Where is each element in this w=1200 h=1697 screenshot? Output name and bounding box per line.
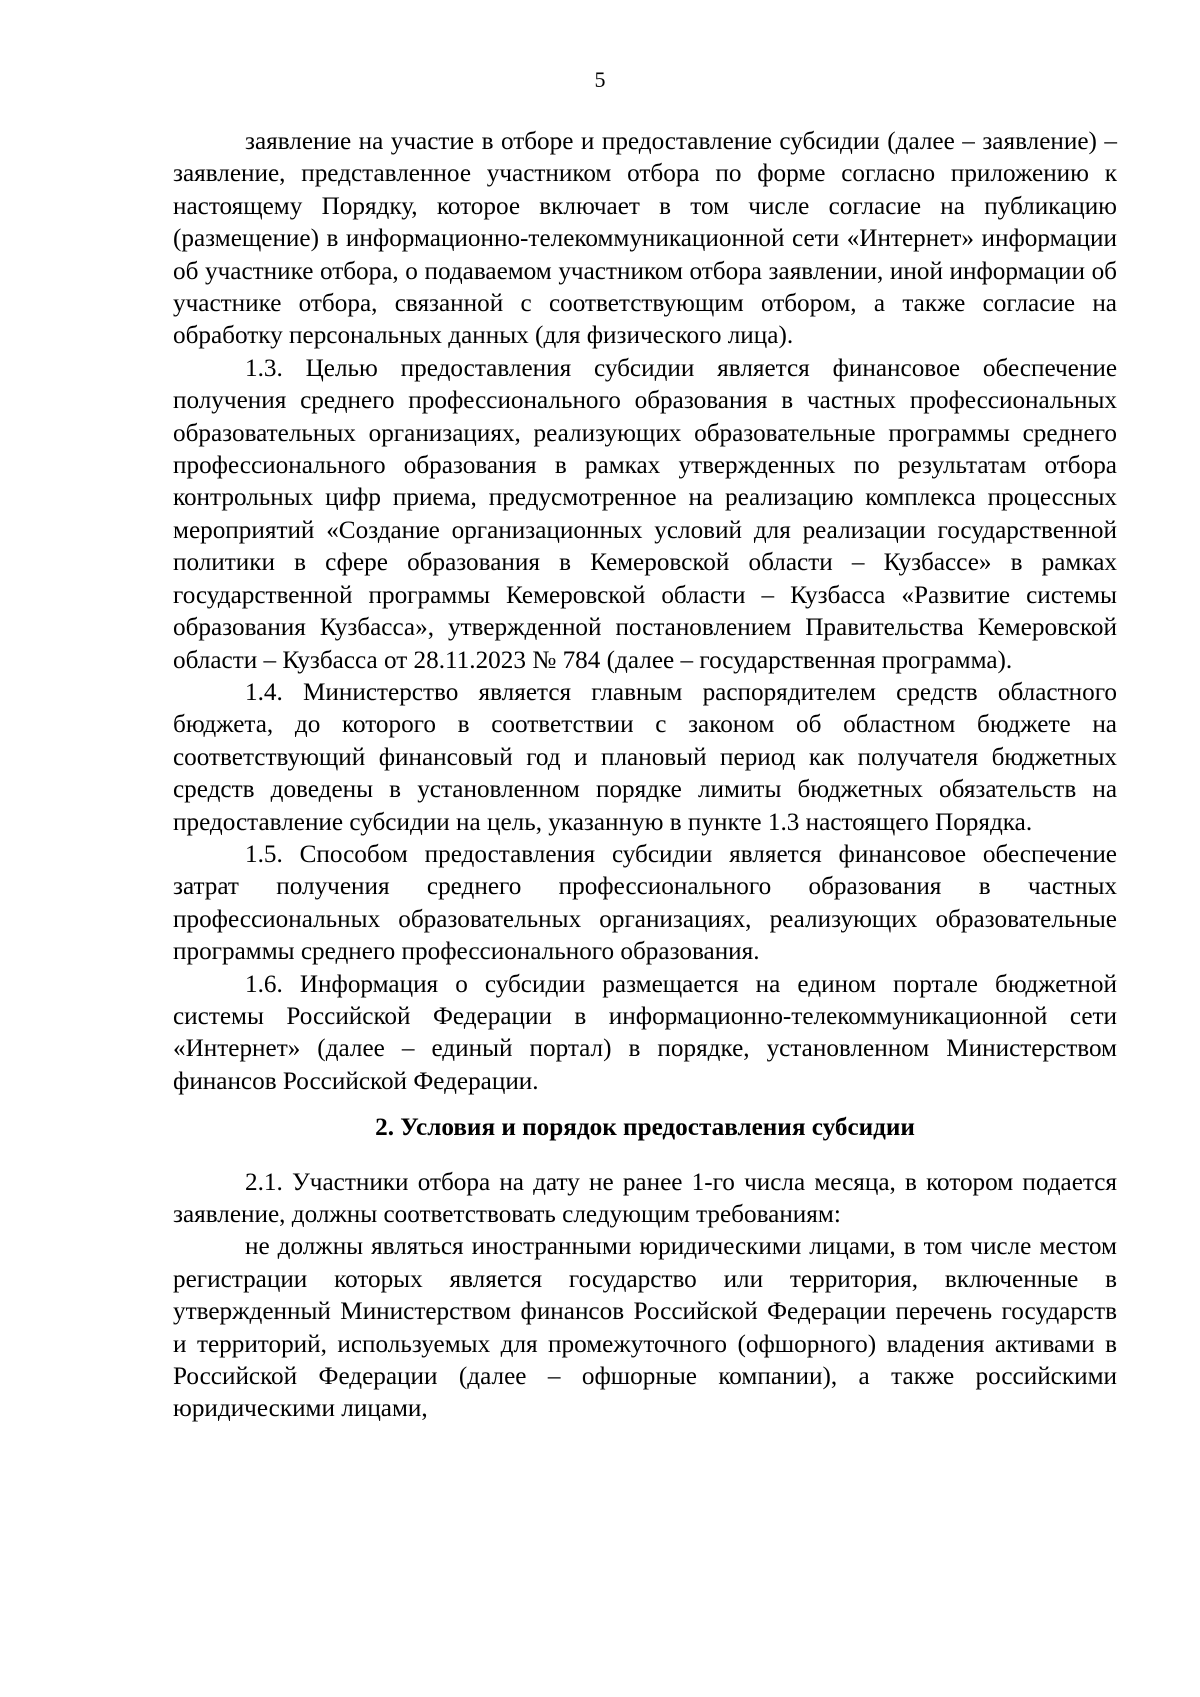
- paragraph-2-1-requirement: не должны являться иностранными юридическими лицами, в том числе местом регистрации которых является государство или территория, включенные в утвержденный Министерством финансов Российской Федерации перечень государств и территорий, используемых для промежуточного (офшорного) владения активами в Российской Федерации (далее – офшорные компании), а также российскими юридическими лицами,: [173, 1233, 1117, 1423]
- paragraph-1-6: 1.6. Информация о субсидии размещается на едином портале бюджетной системы Российской Федерации в информационно-телекоммуникационной сети «Интернет» (далее – единый портал) в порядке, установленном Министерством финансов Российской Федерации.: [173, 970, 1117, 1095]
- document-body: [173, 126, 1117, 1426]
- paragraph-1-5: 1.5. Способом предоставления субсидии является финансовое обеспечение затрат получения среднего профессионального образования в частных профессиональных образовательных организациях, реализующих образовательные программы среднего профессионального образования.: [173, 840, 1117, 966]
- paragraph-1-4: 1.4. Министерство является главным распорядителем средств областного бюджета, до которого в соответствии с законом об областном бюджете на соответствующий финансовый год и плановый период как получателя бюджетных средств доведены в установленном порядке лимиты бюджетных обязательств на предоставление субсидии на цель, указанную в пункте 1.3 настоящего Порядка.: [173, 678, 1117, 836]
- page-number: 5: [594, 67, 606, 92]
- paragraph-1-3: 1.3. Целью предоставления субсидии является финансовое обеспечение получения среднего профессионального образования в частных профессиональных образовательных организациях, реализующих образовательные программы среднего профессионального образования в рамках утвержденных по результатам отбора контрольных цифр приема, предусмотренное на реализацию комплекса процессных мероприятий «Создание организационных условий для реализации государственной политики в сфере образования в Кемеровской области – Кузбассе» в рамках государственной программы Кемеровской области – Кузбасса «Развитие системы образования Кузбасса», утвержденной постановлением Правительства Кемеровской области – Кузбасса от 28.11.2023 № 784 (далее – государственная программа).: [173, 354, 1117, 674]
- paragraph-application-definition: заявление на участие в отборе и предоставление субсидии (далее – заявление) – заявление, представленное участником отбора по форме согласно приложению к настоящему Порядку, которое включает в том числе согласие на публикацию (размещение) в информационно-телекоммуникационной сети «Интернет» информации об участнике отбора, о подаваемом участником отбора заявлении, иной информации об участнике отбора, связанной с соответствующим отбором, а также согласие на обработку персональных данных (для физического лица).: [173, 128, 1117, 350]
- section-heading: 2. Условия и порядок предоставления субсидии: [375, 1114, 915, 1142]
- paragraph-2-1: 2.1. Участники отбора на дату не ранее 1-го числа месяца, в котором подается заявление, должны соответствовать следующим требованиям:: [173, 1168, 1117, 1228]
